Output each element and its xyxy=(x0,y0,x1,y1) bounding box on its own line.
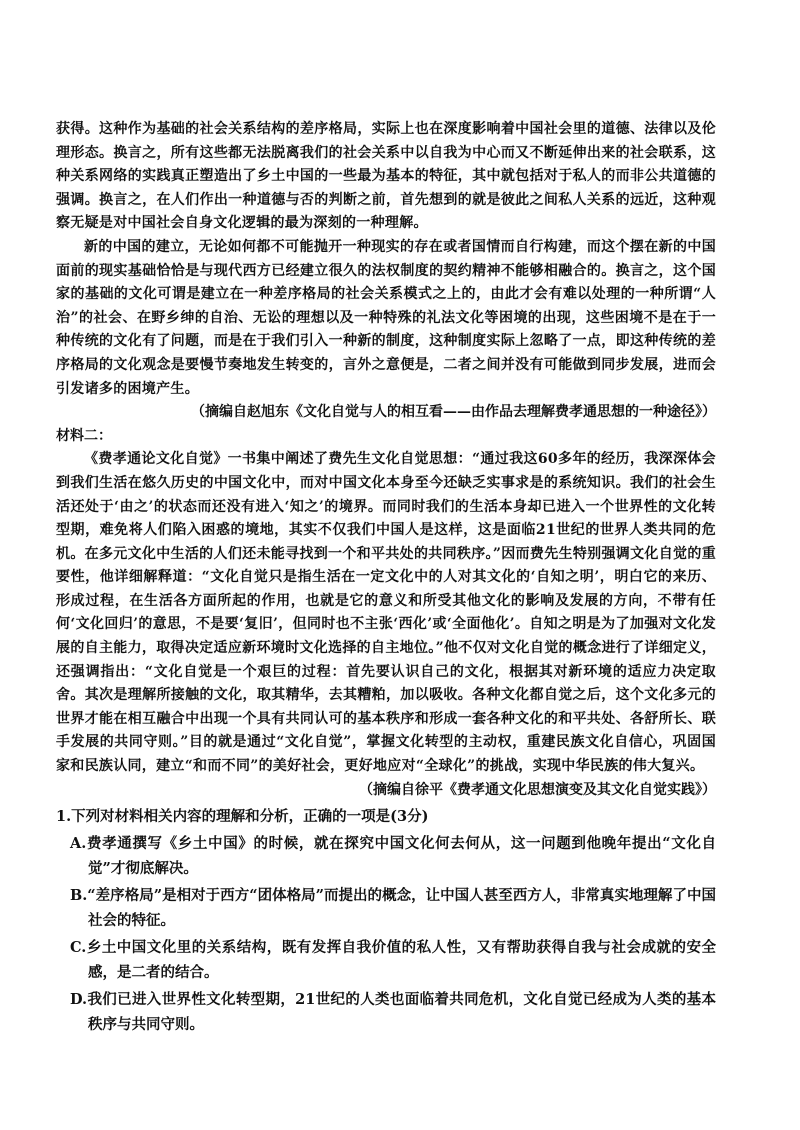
material-one-paragraph-2: 新的中国的建立，无论如何都不可能抛开一种现实的存在或者国情而自行构建，而这个摆在新的中国面前的现实基础恰恰是与现代西方已经建立很久的法权制度的契约精神不能够相融合的。换言之，这个国家的基础的文化可谓是建立在一种差序格局的社会关系模式之上的，由此才会有难以处理的一种所谓“人治”的社会、在野乡绅的自治、无讼的理想以及一种特殊的礼法文化等困境的出现，这些困境不是在于一种传统的文化有了问题，而是在于我们引入一种新的制度，这种制度实际上忽略了一点，即这种传统的差序格局的文化观念是要慢节奏地发生转变的，言外之意便是，二者之间并没有可能做到同步发展，进而会引发诸多的困境产生。 xyxy=(56,238,716,397)
material-one-paragraph-continued: 获得。这种作为基础的社会关系结构的差序格局，实际上也在深度影响着中国社会里的道德、法律以及伦理形态。换言之，所有这些都无法脱离我们的社会关系中以自我为中心而又不断延伸出来的社会联系，这种关系网络的实践真正塑造出了乡土中国的一些最为基本的特征，其中就包括对于私人的而非公共道德的强调。换言之，在人们作出一种道德与否的判断之前，首先想到的就是彼此之间私人关系的远近，这种观察无疑是对中国社会自身文化逻辑的最为深刻的一种理解。 xyxy=(56,121,716,232)
option-c[interactable]: C.乡土中国文化里的关系结构，既有发挥自我价值的私人性，又有帮助获得自我与社会成就的安全感，是二者的结合。 xyxy=(70,939,716,982)
material-two-label: 材料二： xyxy=(56,427,112,444)
option-a[interactable]: A.费孝通撰写《乡土中国》的时候，就在探究中国文化何去何从，这一问题到他晚年提出“文化自觉”才彻底解决。 xyxy=(70,835,716,878)
option-b[interactable]: B.“差序格局”是相对于西方“团体格局”而提出的概念，让中国人甚至西方人，非常真实地理解了中国社会的特征。 xyxy=(70,887,716,930)
question-stem: 1.下列对材料相关内容的理解和分析，正确的一项是(3分) xyxy=(56,808,429,826)
material-two-source: （摘编自徐平《费孝通文化思想演变及其文化自觉实践》） xyxy=(359,781,716,798)
material-two-paragraph: 《费孝通论文化自觉》一书集中阐述了费先生文化自觉思想：“通过我这60多年的经历，我深深体会到我们生活在悠久历史的中国文化中，而对中国文化本身至今还缺乏实事求是的系统知识。我们的社会生活还处于‘由之’的状态而还没有进入‘知之’的境界。而同时我们的生活本身却已进入一个世界性的文化转型期，难免将人们陷入困惑的境地，其实不仅我们中国人是这样，这是面临21世纪的世界人类共同的危机。在多元文化中生活的人们还未能寻找到一个和平共处的共同秩序。”因而费先生特别强调文化自觉的重要性，他详细解释道：“文化自觉只是指生活在一定文化中的人对其文化的‘自知之明’，明白它的来历、形成过程，在生活各方面所起的作用，也就是它的意义和所受其他文化的影响及发展的方向，不带有任何‘文化回归’的意思，不是要‘复旧’，但同时也不主张‘西化’或‘全面他化’。自知之明是为了加强对文化发展的自主能力，取得决定适应新环境时文化选择的自主地位。”他不仅对文化自觉的概念进行了详细定义，还强调指出：“文化自觉是一个艰巨的过程：首先要认识自己的文化，根据其对新环境的适应力决定取舍。其次是理解所接触的文化，取其精华，去其糟粕，加以吸收。各种文化都自觉之后，这个文化多元的世界才能在相互融合中出现一个具有共同认可的基本秩序和形成一套各种文化的和平共处、各舒所长、联手发展的共同守则。”目的就是通过“文化自觉”，掌握文化转型的主动权，重建民族文化自信心，巩固国家和民族认同，建立“和而不同”的美好社会，更好地应对“全球化”的挑战，实现中华民族的伟大复兴。 xyxy=(56,451,716,775)
option-d[interactable]: D.我们已进入世界性文化转型期，21世纪的人类也面临着共同危机，文化自觉已经成为人类的基本秩序与共同守则。 xyxy=(70,991,716,1034)
material-one-source: （摘编自赵旭东《文化自觉与人的相互看——由作品去理解费孝通思想的一种途径》） xyxy=(191,404,716,421)
